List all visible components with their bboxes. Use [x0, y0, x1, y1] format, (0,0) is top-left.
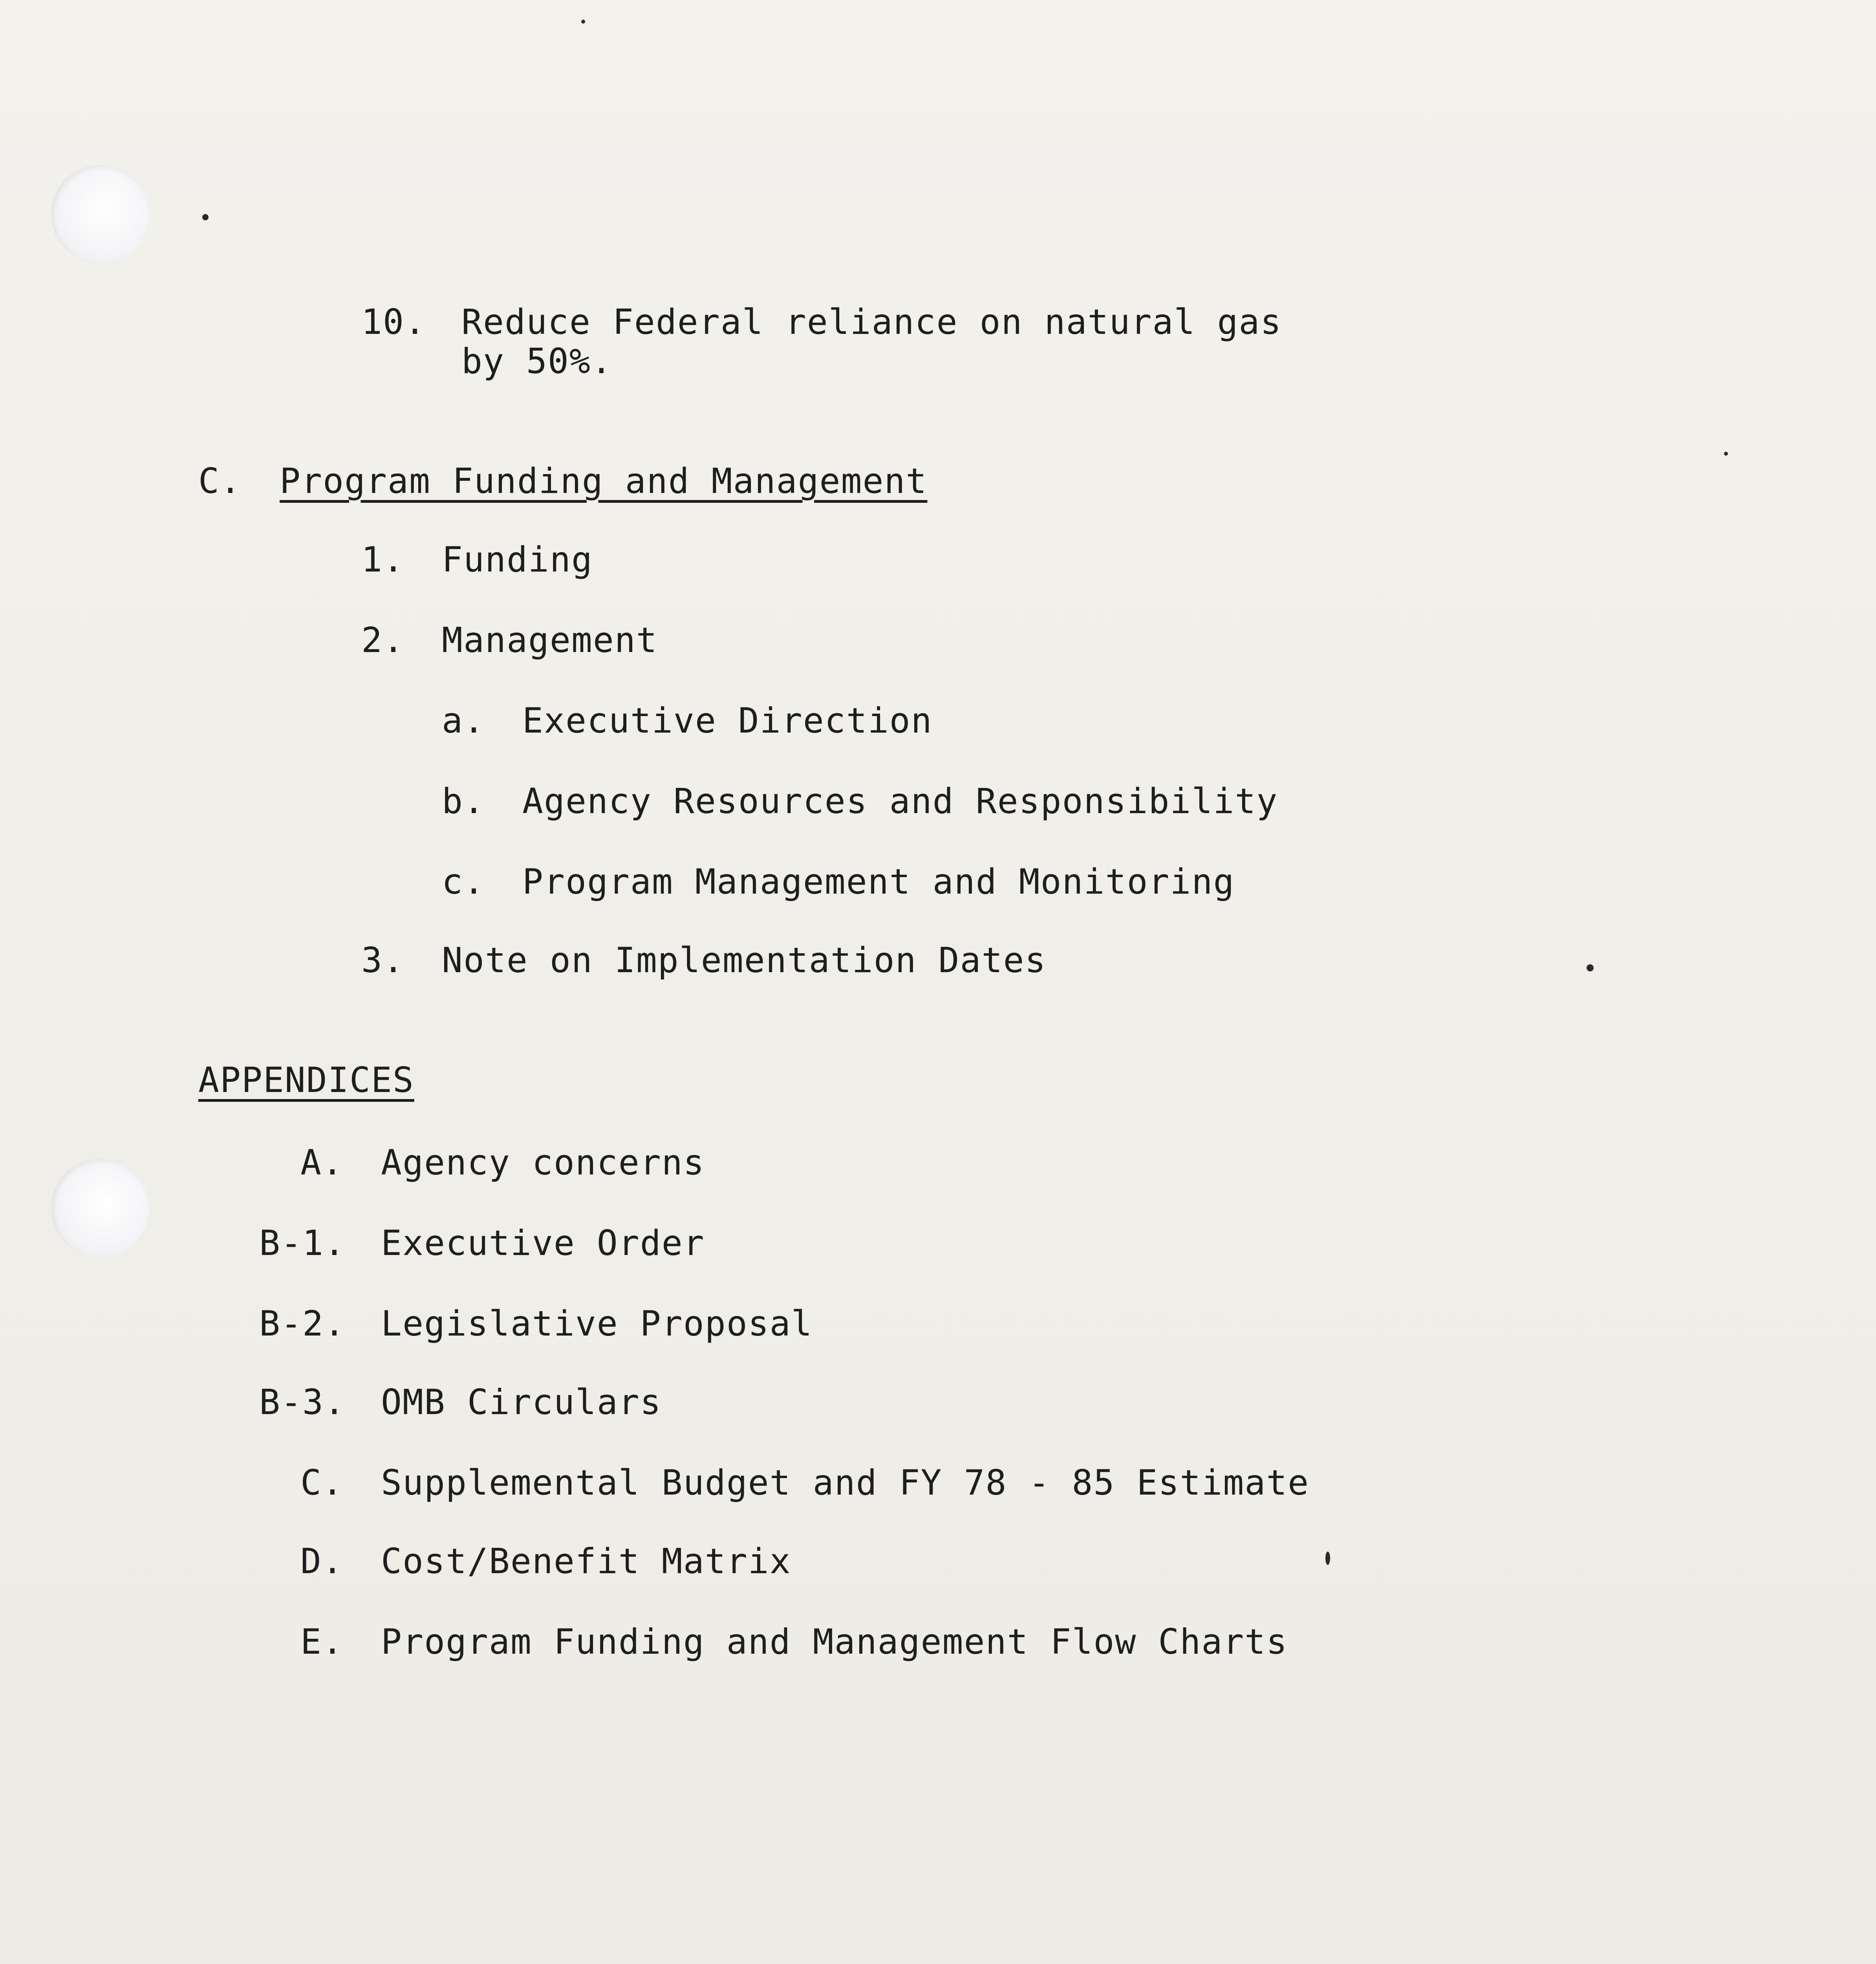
section-c-item-2b-number: b.: [442, 781, 485, 821]
appendix-d-text: Cost/Benefit Matrix: [381, 1541, 791, 1581]
item-10-text-line1: Reduce Federal reliance on natural gas: [461, 302, 1282, 342]
item-10-number: 10.: [361, 302, 426, 342]
section-c-letter: C.: [198, 461, 242, 501]
appendix-c-text: Supplemental Budget and FY 78 - 85 Estimate: [381, 1462, 1310, 1503]
punch-hole-top: [51, 165, 149, 263]
section-c-item-3-number: 3.: [361, 940, 404, 980]
section-c-item-2c-text: Program Management and Monitoring: [522, 861, 1235, 902]
paper-speck: [581, 20, 585, 24]
appendix-b1-label: B-1.: [259, 1223, 346, 1263]
section-c-item-2a-number: a.: [442, 700, 485, 741]
appendix-a-label: A.: [300, 1142, 344, 1183]
item-10-text-line2: by 50%.: [461, 341, 613, 381]
appendix-b1-text: Executive Order: [381, 1223, 705, 1263]
paper-speck: [1325, 1552, 1330, 1565]
appendix-b2-text: Legislative Proposal: [381, 1303, 813, 1344]
section-c-item-2b-text: Agency Resources and Responsibility: [522, 781, 1278, 821]
appendix-a-text: Agency concerns: [381, 1142, 705, 1183]
section-c-item-2-text: Management: [442, 620, 658, 660]
appendix-b2-label: B-2.: [259, 1303, 346, 1344]
section-c-title: Program Funding and Management: [280, 461, 928, 501]
appendix-b3-text: OMB Circulars: [381, 1382, 662, 1422]
section-c-item-2-number: 2.: [361, 620, 404, 660]
appendix-b3-label: B-3.: [259, 1382, 346, 1422]
appendix-d-label: D.: [300, 1541, 344, 1581]
section-c-item-1-number: 1.: [361, 539, 404, 580]
paper-speck: [1587, 964, 1594, 971]
section-c-item-2c-number: c.: [442, 861, 485, 902]
appendix-c-label: C.: [300, 1462, 344, 1503]
section-c-item-3-text: Note on Implementation Dates: [442, 940, 1047, 980]
section-c-item-1-text: Funding: [442, 539, 593, 580]
appendix-e-label: E.: [300, 1621, 344, 1662]
punch-hole-middle: [51, 1159, 149, 1257]
appendices-title: APPENDICES: [198, 1060, 414, 1100]
paper-speck: [1724, 452, 1728, 456]
paper-speck: [202, 214, 209, 220]
section-c-item-2a-text: Executive Direction: [522, 700, 933, 741]
appendix-e-text: Program Funding and Management Flow Charts: [381, 1621, 1288, 1662]
